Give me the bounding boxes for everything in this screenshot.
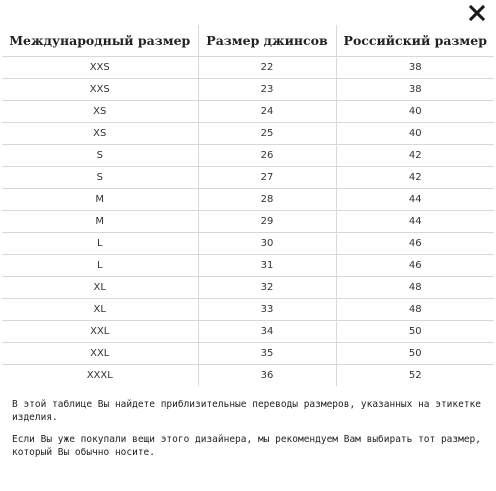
cell-russian-size: 48 — [336, 277, 494, 299]
cell-russian-size: 46 — [336, 255, 494, 277]
table-row — [2, 321, 494, 343]
close-icon — [468, 4, 486, 22]
close-button[interactable] — [468, 4, 486, 22]
table-row — [2, 79, 494, 101]
header-international-size: Международный размер — [2, 25, 198, 57]
cell-russian-size: 48 — [336, 299, 494, 321]
header-jeans-size: Размер джинсов — [198, 25, 336, 57]
table-row — [2, 365, 494, 387]
table-row — [2, 255, 494, 277]
cell-jeans-size: 33 — [198, 299, 336, 321]
table-row — [2, 211, 494, 233]
cell-jeans-size: 23 — [198, 79, 336, 101]
cell-jeans-size: 22 — [198, 57, 336, 79]
cell-jeans-size: 24 — [198, 101, 336, 123]
cell-jeans-size: 27 — [198, 167, 336, 189]
cell-jeans-size: 32 — [198, 277, 336, 299]
table-row — [2, 233, 494, 255]
cell-russian-size: 52 — [336, 365, 494, 387]
cell-international-size: S — [2, 145, 198, 167]
cell-international-size: XL — [2, 277, 198, 299]
cell-jeans-size: 25 — [198, 123, 336, 145]
table-header-row — [2, 25, 494, 57]
cell-international-size: XS — [2, 101, 198, 123]
table-row — [2, 343, 494, 365]
cell-international-size: XXS — [2, 57, 198, 79]
cell-jeans-size: 26 — [198, 145, 336, 167]
cell-jeans-size: 31 — [198, 255, 336, 277]
cell-russian-size: 46 — [336, 233, 494, 255]
cell-russian-size: 44 — [336, 189, 494, 211]
cell-russian-size: 50 — [336, 321, 494, 343]
cell-jeans-size: 28 — [198, 189, 336, 211]
table-row — [2, 57, 494, 79]
cell-russian-size: 44 — [336, 211, 494, 233]
cell-russian-size: 40 — [336, 123, 494, 145]
cell-international-size: XXXL — [86, 370, 113, 381]
cell-international-size: XL — [2, 299, 198, 321]
notes-section — [12, 398, 486, 468]
table-row — [2, 145, 494, 167]
cell-russian-size: 38 — [336, 79, 494, 101]
cell-jeans-size: 35 — [198, 343, 336, 365]
note-approximate-sizes: В этой таблице Вы найдете приблизительные переводы размеров, указанных на этикетке изделия. — [12, 399, 481, 423]
cell-international-size: M — [2, 189, 198, 211]
header-russian-size: Российский размер — [336, 25, 494, 57]
cell-international-size: L — [2, 233, 198, 255]
cell-russian-size: 42 — [336, 167, 494, 189]
cell-international-size: XXS — [2, 79, 198, 101]
cell-international-size: XXL — [2, 343, 198, 365]
cell-jeans-size: 36 — [198, 365, 336, 387]
note-designer-recommendation: Если Вы уже покупали вещи этого дизайнера, мы рекомендуем Вам выбирать тот размер, который Вы обычно носите. — [12, 434, 481, 458]
cell-russian-size: 40 — [336, 101, 494, 123]
cell-russian-size: 50 — [336, 343, 494, 365]
cell-jeans-size: 34 — [198, 321, 336, 343]
cell-international-size: XXL — [2, 321, 198, 343]
cell-russian-size: 42 — [336, 145, 494, 167]
table-row — [2, 123, 494, 145]
table-row — [2, 101, 494, 123]
cell-international-size: M — [2, 211, 198, 233]
table-row — [2, 189, 494, 211]
cell-jeans-size: 30 — [198, 233, 336, 255]
cell-international-size: XS — [2, 123, 198, 145]
size-chart-table — [2, 25, 494, 386]
table-row — [2, 167, 494, 189]
cell-international-size: L — [2, 255, 198, 277]
cell-jeans-size: 29 — [198, 211, 336, 233]
table-row — [2, 277, 494, 299]
table-row — [2, 299, 494, 321]
cell-russian-size: 38 — [336, 57, 494, 79]
table-body — [2, 57, 494, 387]
cell-international-size: S — [2, 167, 198, 189]
